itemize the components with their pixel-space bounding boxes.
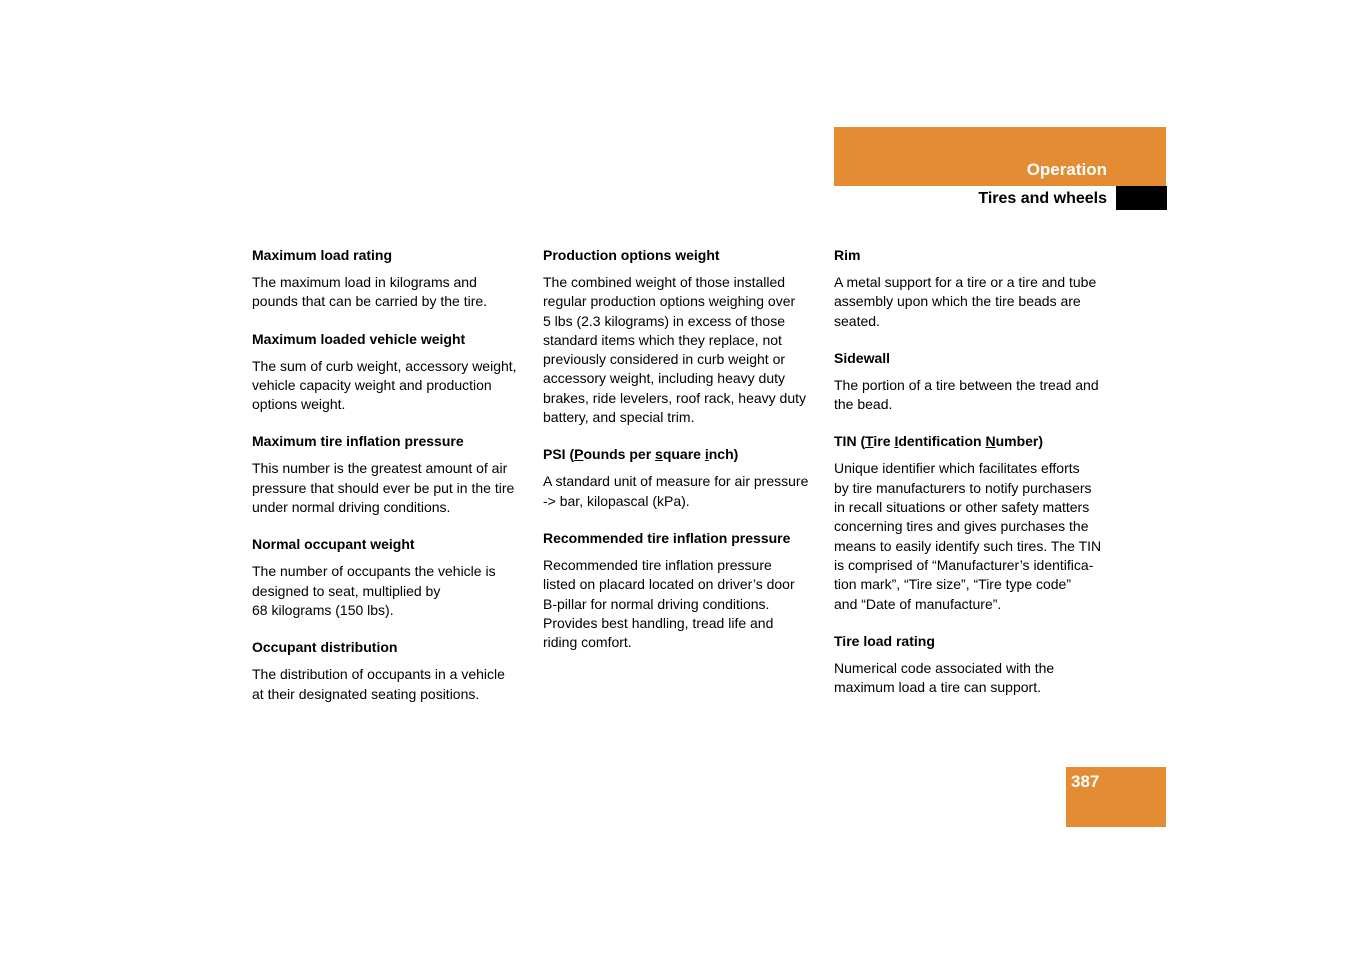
glossary-term — [834, 432, 1109, 451]
section-title: Operation — [1026, 160, 1107, 179]
subsection-title: Tires and wheels — [978, 190, 1107, 207]
definition-line: means to easily identify such tires. The TIN — [834, 537, 1102, 554]
glossary-entry — [252, 330, 527, 415]
definition-line: standard items which they replace, not — [543, 331, 782, 348]
term-underlined-letter: T — [865, 433, 874, 450]
term-text-part: umber) — [995, 433, 1044, 450]
definition-line: Unique identifier which facilitates efforts — [834, 460, 1080, 477]
definition-line: is comprised of “Manufacturer’s identifica- — [834, 556, 1094, 573]
glossary-entry — [252, 432, 527, 517]
section-tab-marker — [1116, 186, 1167, 210]
term-text-part: nch) — [708, 446, 739, 463]
glossary-term: Maximum tire inflation pressure — [252, 433, 464, 450]
definition-line: in recall situations or other safety matters — [834, 499, 1090, 516]
glossary-term: Rim — [834, 247, 861, 263]
definition-line: battery, and special trim. — [543, 409, 695, 426]
definition-line: regular production options weighing over — [543, 293, 796, 310]
definition-line: pressure that should ever be put in the tire — [252, 479, 515, 496]
glossary-definition — [252, 459, 527, 517]
glossary-term: Tire load rating — [834, 632, 935, 649]
glossary-term: Maximum load rating — [252, 247, 393, 263]
term-underlined-letter: s — [655, 446, 663, 463]
glossary-definition — [834, 459, 1109, 613]
definition-line: 68 kilograms (150 lbs). — [252, 601, 394, 618]
glossary-definition — [834, 376, 1109, 415]
definition-line: pounds that can be carried by the tire. — [252, 293, 488, 310]
definition-line: brakes, ride levelers, roof rack, heavy duty — [543, 389, 807, 406]
definition-line: The portion of a tire between the tread and — [834, 376, 1099, 393]
glossary-entry — [543, 445, 818, 511]
glossary-entry — [834, 432, 1109, 613]
glossary-definition — [252, 562, 527, 620]
definition-line: vehicle capacity weight and production — [252, 376, 492, 393]
glossary-term — [543, 445, 818, 464]
term-text-part: ounds per — [583, 446, 656, 463]
glossary-column-3 — [834, 246, 1109, 715]
definition-line: Numerical code associated with the — [834, 659, 1055, 676]
term-text-part: dentification — [898, 433, 986, 450]
glossary-definition — [252, 357, 527, 415]
glossary-entry — [834, 349, 1109, 415]
definition-line: seated. — [834, 312, 880, 329]
definition-line: accessory weight, including heavy duty — [543, 370, 786, 387]
glossary-term: Normal occupant weight — [252, 536, 415, 553]
definition-line: and “Date of manufacture”. — [834, 595, 1002, 612]
definition-line: The maximum load in kilograms and — [252, 274, 477, 290]
glossary-entry — [543, 246, 818, 427]
definition-line: at their designated seating positions. — [252, 685, 480, 702]
glossary-entry — [252, 246, 527, 312]
term-underlined-letter: I — [894, 433, 899, 450]
glossary-definition — [543, 273, 818, 427]
page-number: 387 — [1071, 772, 1100, 791]
definition-line: assembly upon which the tire beads are — [834, 293, 1081, 310]
glossary-column-1 — [252, 246, 527, 722]
glossary-entry — [834, 632, 1109, 698]
definition-line: options weight. — [252, 396, 346, 413]
definition-line: A metal support for a tire or a tire and tube — [834, 274, 1097, 290]
term-text-part: PSI ( — [543, 446, 575, 463]
glossary-definition — [252, 273, 527, 312]
definition-line: The combined weight of those installed — [543, 274, 786, 290]
glossary-entry — [543, 529, 818, 652]
definition-line: This number is the greatest amount of air — [252, 460, 508, 477]
glossary-definition — [543, 472, 818, 511]
term-text-part: quare — [662, 446, 705, 463]
definition-line: -> bar, kilopascal (kPa). — [543, 492, 690, 509]
definition-line: the bead. — [834, 396, 893, 413]
definition-line: tion mark”, “Tire size”, “Tire type code” — [834, 576, 1072, 593]
term-underlined-letter: P — [574, 446, 584, 463]
definition-line: The number of occupants the vehicle is — [252, 563, 496, 580]
definition-line: Provides best handling, tread life and — [543, 614, 774, 631]
glossary-entry — [252, 535, 527, 620]
glossary-column-2 — [543, 246, 818, 670]
glossary-definition — [834, 659, 1109, 698]
glossary-term: Recommended tire inflation pressure — [543, 529, 791, 546]
definition-line: maximum load a tire can support. — [834, 679, 1041, 696]
definition-line: by tire manufacturers to notify purchasers — [834, 479, 1092, 496]
definition-line: A standard unit of measure for air pressure — [543, 473, 809, 490]
glossary-term: Production options weight — [543, 247, 720, 263]
glossary-term: Sidewall — [834, 349, 891, 366]
definition-line: riding comfort. — [543, 634, 632, 651]
definition-line: B-pillar for normal driving conditions. — [543, 595, 770, 612]
definition-line: Recommended tire inflation pressure — [543, 556, 772, 573]
glossary-term: Occupant distribution — [252, 639, 398, 656]
term-underlined-letter: i — [704, 446, 709, 463]
glossary-term: Maximum loaded vehicle weight — [252, 330, 466, 347]
definition-line: concerning tires and gives purchases the — [834, 518, 1089, 535]
glossary-definition — [543, 556, 818, 652]
term-underlined-letter: N — [985, 433, 996, 450]
term-text-part: TIN ( — [834, 433, 866, 450]
glossary-definition — [252, 665, 527, 704]
glossary-entry — [834, 246, 1109, 331]
definition-line: designed to seat, multiplied by — [252, 582, 441, 599]
definition-line: 5 lbs (2.3 kilograms) in excess of those — [543, 312, 785, 329]
definition-line: The sum of curb weight, accessory weight, — [252, 357, 517, 374]
definition-line: The distribution of occupants in a vehicle — [252, 666, 505, 683]
definition-line: listed on placard located on driver’s door — [543, 576, 795, 593]
glossary-definition — [834, 273, 1109, 331]
section-header-bar — [834, 127, 1166, 186]
definition-line: previously considered in curb weight or — [543, 351, 786, 368]
term-text-part: ire — [873, 433, 895, 450]
definition-line: under normal driving conditions. — [252, 499, 451, 516]
glossary-entry — [252, 638, 527, 704]
